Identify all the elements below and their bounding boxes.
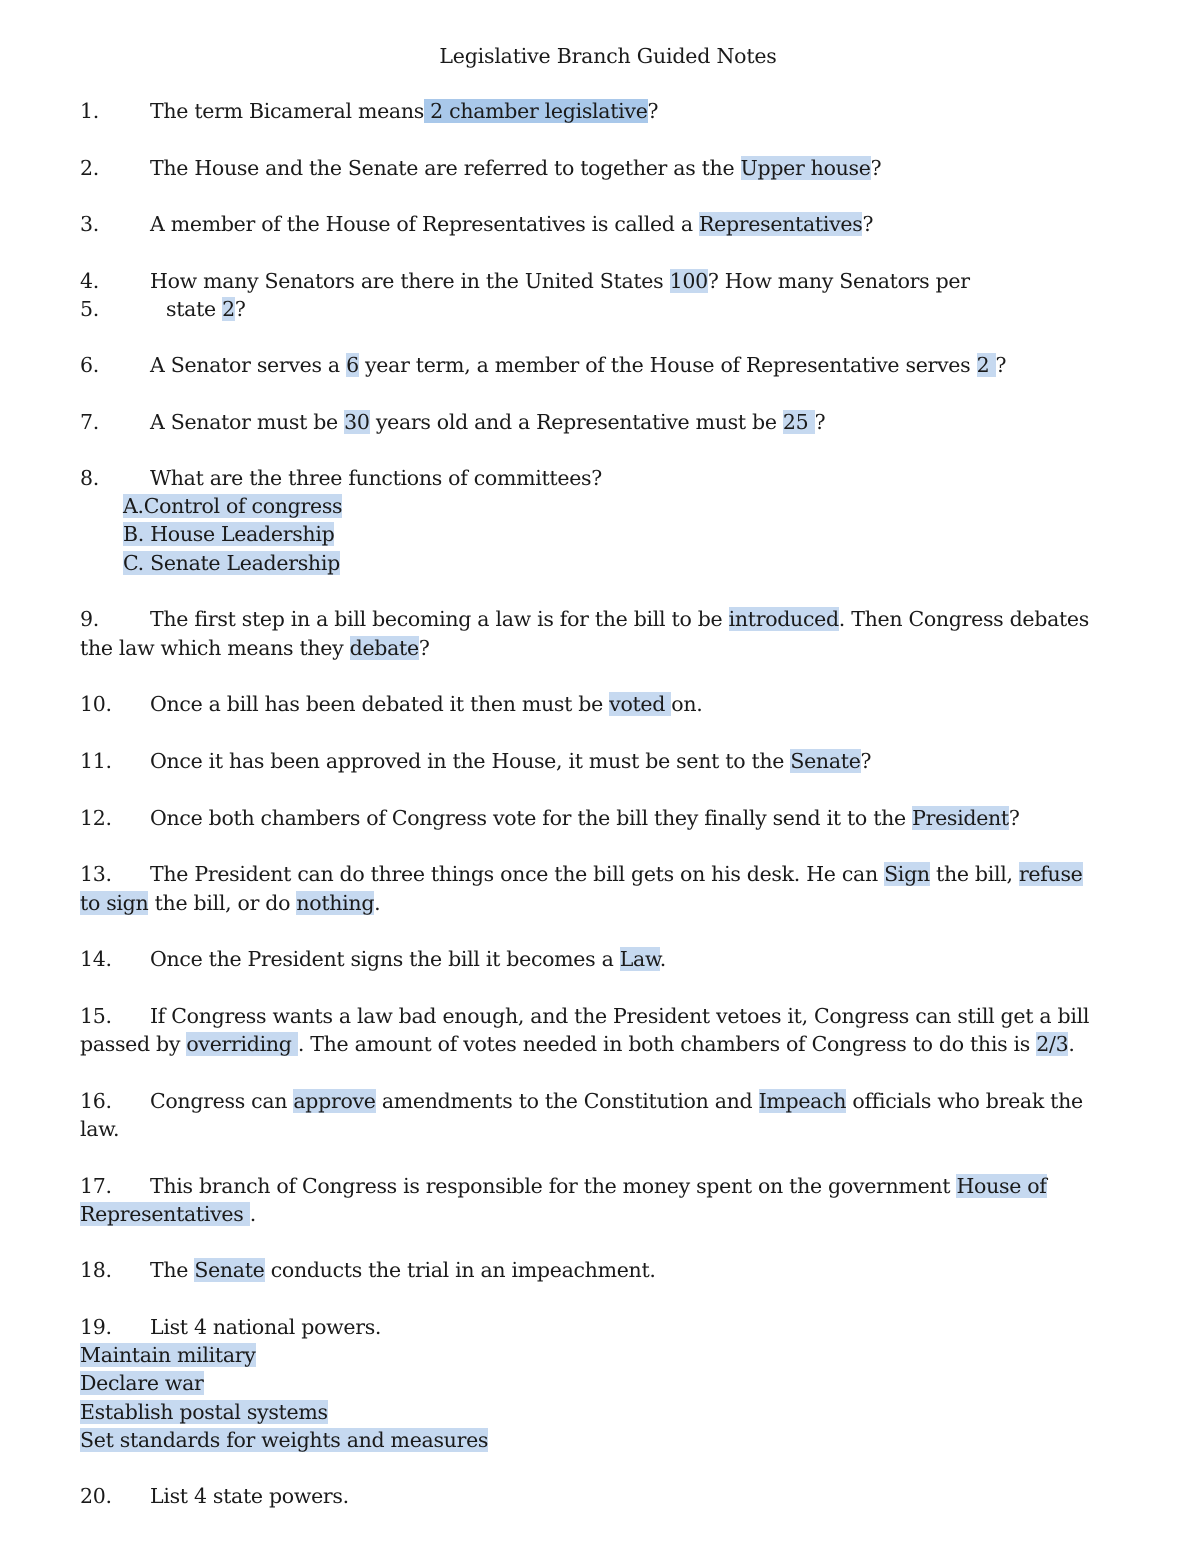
answer-14: Law [619, 947, 660, 971]
question-11: 11. Once it has been approved in the House, it must be sent to the Senate? [80, 749, 872, 773]
answer-15a: overriding [186, 1032, 298, 1056]
question-17: 17. This branch of Congress is responsible for the money spent on the government House of [80, 1174, 1047, 1198]
answer-16b: Impeach [758, 1089, 847, 1113]
answer-9a: introduced [728, 607, 839, 631]
question-6: 6. A Senator serves a 6 year term, a member of the House of Representative serves 2 ? [80, 353, 1007, 377]
question-2: 2. The House and the Senate are referred to together as the Upper house? [80, 156, 882, 180]
question-3: 3. A member of the House of Representatives is called a Representatives? [80, 212, 874, 236]
answer-2: Upper house [740, 156, 871, 180]
question-15: 15. If Congress wants a law bad enough, and the President vetoes it, Congress can still get a bill [80, 1004, 1090, 1028]
answer-11: Senate [790, 749, 861, 773]
answer-19-item: Maintain military [80, 1343, 256, 1367]
answer-6b: 2 [976, 353, 996, 377]
answer-6a: 6 [346, 353, 359, 377]
answer-17b: Representatives [80, 1202, 250, 1226]
question-17-cont: Representatives . [80, 1202, 256, 1226]
answer-7b: 25 [782, 410, 815, 434]
question-16: 16. Congress can approve amendments to the Constitution and Impeach officials who break the [80, 1089, 1083, 1113]
question-7: 7. A Senator must be 30 years old and a Representative must be 25 ? [80, 410, 826, 434]
question-19: 19. List 4 national powers. [80, 1315, 382, 1339]
question-13: 13. The President can do three things once the bill gets on his desk. He can Sign the bill, refuse [80, 862, 1083, 886]
question-13-cont: to sign the bill, or do nothing. [80, 891, 381, 915]
page-title: Legislative Branch Guided Notes [439, 44, 777, 68]
answer-9b: debate [349, 636, 419, 660]
answer-13b-cont: to sign [80, 891, 149, 915]
answer-1: 2 chamber legislative [423, 99, 648, 123]
answer-7a: 30 [344, 410, 370, 434]
question-15-cont: passed by overriding . The amount of votes needed in both chambers of Congress to do this is 2/3. [80, 1032, 1075, 1056]
question-8: 8. What are the three functions of committees? [80, 466, 602, 490]
answer-10: voted [609, 692, 672, 716]
answer-19-item: Declare war [80, 1371, 204, 1395]
answer-5: 2 [222, 297, 235, 321]
answer-13b: refuse [1018, 862, 1083, 886]
question-18: 18. The Senate conducts the trial in an impeachment. [80, 1258, 656, 1282]
answer-8-item: B. House Leadership [123, 522, 335, 546]
question-4: 4. How many Senators are there in the United States 100? How many Senators per [80, 269, 970, 293]
answer-4: 100 [669, 269, 708, 293]
answer-13a: Sign [884, 862, 930, 886]
answer-12: President [912, 806, 1009, 830]
question-5: 5. state 2? [80, 297, 246, 321]
question-9-cont: the law which means they debate? [80, 636, 430, 660]
question-9: 9. The first step in a bill becoming a law is for the bill to be introduced. Then Congress debates [80, 607, 1089, 631]
answer-13c: nothing [296, 891, 375, 915]
question-20: 20. List 4 state powers. [80, 1484, 349, 1508]
answer-16a: approve [293, 1089, 376, 1113]
answer-15b: 2/3 [1036, 1032, 1069, 1056]
question-16-cont: law. [80, 1117, 120, 1141]
answer-8-item: C. Senate Leadership [123, 551, 340, 575]
question-14: 14. Once the President signs the bill it becomes a Law. [80, 947, 666, 971]
answer-18: Senate [194, 1258, 265, 1282]
question-10: 10. Once a bill has been debated it then must be voted on. [80, 692, 703, 716]
question-12: 12. Once both chambers of Congress vote for the bill they finally send it to the President? [80, 806, 1020, 830]
question-1: 1. The term Bicameral means 2 chamber legislative? [80, 99, 659, 123]
answer-8-item: A.Control of congress [123, 494, 343, 518]
answer-17a: House of [956, 1174, 1047, 1198]
answer-19-item: Establish postal systems [80, 1400, 328, 1424]
answer-3: Representatives [698, 212, 863, 236]
answer-19-item: Set standards for weights and measures [80, 1428, 489, 1452]
